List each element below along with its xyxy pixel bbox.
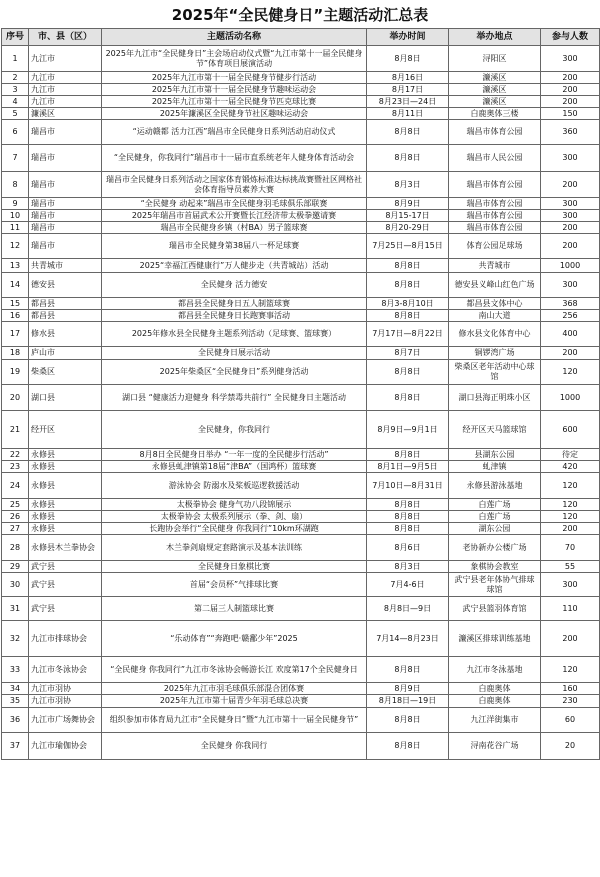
row-city: 九江市广场舞协会 <box>29 708 102 733</box>
table-row <box>2 523 600 535</box>
row-city: 濂溪区 <box>29 108 102 120</box>
table-row <box>2 72 600 84</box>
row-city: 瑞昌市 <box>29 145 102 172</box>
row-no: 29 <box>2 561 29 573</box>
row-activity-name: “全民健身 动起来”瑞昌市全民健身羽毛球俱乐部联赛 <box>102 198 367 210</box>
row-place: 濂溪区排球训练基地 <box>449 621 541 657</box>
row-activity-name: 2025年九江市第十一届全民健身节健步行活动 <box>102 72 367 84</box>
row-city: 九江市冬泳协会 <box>29 657 102 683</box>
table-row <box>2 222 600 234</box>
table-row <box>2 120 600 145</box>
row-place: 浔阳区 <box>449 46 541 72</box>
table-row <box>2 145 600 172</box>
row-place: 湖口县海正明珠小区 <box>449 385 541 411</box>
row-time: 8月9日 <box>367 683 449 695</box>
row-participants: 300 <box>541 210 600 222</box>
row-participants: 120 <box>541 511 600 523</box>
row-city: 九江市羽协 <box>29 695 102 708</box>
row-time: 8月6日 <box>367 535 449 561</box>
row-city: 永修县木兰拳协会 <box>29 535 102 561</box>
row-participants: 368 <box>541 298 600 310</box>
row-activity-name: 首届“会员杯”气排球比赛 <box>102 573 367 597</box>
row-city: 武宁县 <box>29 573 102 597</box>
table-row <box>2 273 600 298</box>
row-participants: 60 <box>541 708 600 733</box>
row-activity-name: 全民健身 活力德安 <box>102 273 367 298</box>
row-no: 3 <box>2 84 29 96</box>
row-time: 8月8日 <box>367 449 449 461</box>
table-row <box>2 708 600 733</box>
header-row <box>2 29 600 46</box>
row-time: 8月8日 <box>367 499 449 511</box>
row-place: 虬津镇 <box>449 461 541 473</box>
row-no: 7 <box>2 145 29 172</box>
row-time: 7月14—8月23日 <box>367 621 449 657</box>
row-participants: 55 <box>541 561 600 573</box>
row-city: 九江市 <box>29 46 102 72</box>
row-place: 濂溪区 <box>449 96 541 108</box>
row-participants: 70 <box>541 535 600 561</box>
row-city: 瑞昌市 <box>29 234 102 259</box>
row-activity-name: “运动赣都 活力江西”瑞昌市全民健身日系列活动启动仪式 <box>102 120 367 145</box>
row-activity-name: 木兰拳剑扇规定套路演示及基本法训练 <box>102 535 367 561</box>
header-city: 市、县（区） <box>29 29 102 46</box>
table-row <box>2 310 600 322</box>
row-activity-name: 2025年九江市“全民健身日”主会场启动仪式暨“九江市第十一届全民健身节”体育项目展演活动 <box>102 46 367 72</box>
row-participants: 1000 <box>541 259 600 273</box>
row-place: 九江洋街集市 <box>449 708 541 733</box>
row-activity-name: 2025年九江市第十一届全民健身节趣味运动会 <box>102 84 367 96</box>
row-no: 25 <box>2 499 29 511</box>
row-participants: 110 <box>541 597 600 621</box>
table-row <box>2 561 600 573</box>
row-place: 铜锣湾广场 <box>449 347 541 360</box>
row-no: 13 <box>2 259 29 273</box>
row-no: 30 <box>2 573 29 597</box>
table-row <box>2 657 600 683</box>
row-place: 瑞昌市体育公园 <box>449 222 541 234</box>
row-activity-name: “全民健身，你我同行”瑞昌市十一届市直系统老年人健身体育活动会 <box>102 145 367 172</box>
row-place: 瑞昌市人民公园 <box>449 145 541 172</box>
row-activity-name: 2025“幸福江西健康行”万人健步走（共青城站）活动 <box>102 259 367 273</box>
row-no: 28 <box>2 535 29 561</box>
row-no: 16 <box>2 310 29 322</box>
row-participants: 200 <box>541 84 600 96</box>
row-no: 19 <box>2 360 29 385</box>
row-activity-name: 8月8日全民健身日举办 “一年一度的全民健步行活动” <box>102 449 367 461</box>
row-place: 瑞昌市体育公园 <box>449 120 541 145</box>
row-time: 8月8日 <box>367 733 449 760</box>
header-no: 序号 <box>2 29 29 46</box>
row-time: 8月9日—9月1日 <box>367 411 449 449</box>
row-activity-name: 全民健身日展示活动 <box>102 347 367 360</box>
row-place: 共青城市 <box>449 259 541 273</box>
row-activity-name: 组织参加市体育局九江市“全民健身日”暨“九江市第十一届全民健身节” <box>102 708 367 733</box>
row-no: 9 <box>2 198 29 210</box>
row-place: 永修县游泳基地 <box>449 473 541 499</box>
row-time: 7月17日—8月22日 <box>367 322 449 347</box>
header-activity-name: 主题活动名称 <box>102 29 367 46</box>
row-city: 九江市 <box>29 72 102 84</box>
row-participants: 200 <box>541 96 600 108</box>
row-activity-name: 第二届三人制篮球比赛 <box>102 597 367 621</box>
row-place: 修水县文化体育中心 <box>449 322 541 347</box>
row-time: 8月17日 <box>367 84 449 96</box>
row-time: 8月8日 <box>367 273 449 298</box>
row-activity-name: 2025年柴桑区“全民健身日”系列健身活动 <box>102 360 367 385</box>
row-time: 8月8日 <box>367 145 449 172</box>
row-participants: 256 <box>541 310 600 322</box>
row-place: 瑞昌市体育公园 <box>449 172 541 198</box>
row-city: 九江市瑜伽协会 <box>29 733 102 760</box>
row-place: 濂溪区 <box>449 72 541 84</box>
row-place: 德安县义峰山红色广场 <box>449 273 541 298</box>
row-place: 柴桑区老年活动中心球馆 <box>449 360 541 385</box>
row-activity-name: 2025年九江市第十届青少年羽毛球总决赛 <box>102 695 367 708</box>
row-no: 22 <box>2 449 29 461</box>
row-participants: 200 <box>541 347 600 360</box>
row-city: 九江市 <box>29 84 102 96</box>
row-participants: 400 <box>541 322 600 347</box>
row-activity-name: 2025年濂溪区全民健身节社区趣味运动会 <box>102 108 367 120</box>
row-no: 11 <box>2 222 29 234</box>
row-participants: 300 <box>541 46 600 72</box>
row-participants: 230 <box>541 695 600 708</box>
row-activity-name: 2025年修水县全民健身主题系列活动（足球赛、篮球赛） <box>102 322 367 347</box>
table-row <box>2 322 600 347</box>
row-city: 修水县 <box>29 322 102 347</box>
row-participants: 420 <box>541 461 600 473</box>
table-row <box>2 695 600 708</box>
row-participants: 1000 <box>541 385 600 411</box>
row-time: 8月8日 <box>367 657 449 683</box>
row-no: 1 <box>2 46 29 72</box>
row-activity-name: “乐动体育”“奔跑吧·赣鄱少年”2025 <box>102 621 367 657</box>
row-activity-name: 瑞昌市全民健身日系列活动之国家体育锻炼标准达标挑战赛暨社区网格社会体育指导员素养大赛 <box>102 172 367 198</box>
row-activity-name: “全民健身 你我同行”九江市冬泳协会畅游长江 欢度第17个全民健身日 <box>102 657 367 683</box>
table-row <box>2 46 600 72</box>
table-row <box>2 108 600 120</box>
row-no: 17 <box>2 322 29 347</box>
row-city: 九江市 <box>29 96 102 108</box>
row-no: 24 <box>2 473 29 499</box>
row-place: 白鹿奥体三楼 <box>449 108 541 120</box>
row-time: 8月9日 <box>367 198 449 210</box>
row-time: 8月20-29日 <box>367 222 449 234</box>
row-place: 白莲广场 <box>449 499 541 511</box>
row-activity-name: 全民健身，你我同行 <box>102 411 367 449</box>
row-place: 体育公园足球场 <box>449 234 541 259</box>
row-time: 8月3日 <box>367 561 449 573</box>
row-place: 湖东公园 <box>449 523 541 535</box>
row-time: 8月3日 <box>367 172 449 198</box>
header-participants: 参与人数 <box>541 29 600 46</box>
table-title: 2025年“全民健身日”主题活动汇总表 <box>171 6 429 24</box>
row-no: 6 <box>2 120 29 145</box>
row-no: 12 <box>2 234 29 259</box>
row-time: 7月25日—8月15日 <box>367 234 449 259</box>
row-no: 23 <box>2 461 29 473</box>
row-activity-name: 太极拳协会 太极系列展示（拳、剑、扇） <box>102 511 367 523</box>
row-activity-name: 长跑协会举行“全民健身 你我同行”10km环湖跑 <box>102 523 367 535</box>
row-no: 10 <box>2 210 29 222</box>
row-city: 都昌县 <box>29 298 102 310</box>
row-time: 8月1日—9月5日 <box>367 461 449 473</box>
row-no: 14 <box>2 273 29 298</box>
table-row <box>2 573 600 597</box>
row-time: 8月8日 <box>367 46 449 72</box>
row-activity-name: 游泳协会 防溺水及桨板巡逻救援活动 <box>102 473 367 499</box>
row-no: 34 <box>2 683 29 695</box>
table-row <box>2 621 600 657</box>
row-participants: 120 <box>541 499 600 511</box>
row-place: 县湖东公园 <box>449 449 541 461</box>
header-time: 举办时间 <box>367 29 449 46</box>
row-no: 5 <box>2 108 29 120</box>
row-time: 8月23日—24日 <box>367 96 449 108</box>
row-time: 8月8日 <box>367 385 449 411</box>
row-time: 8月8日 <box>367 360 449 385</box>
row-activity-name: 永修县虬津镇第18届“津BA”（国鸿杯）篮球赛 <box>102 461 367 473</box>
table-row <box>2 210 600 222</box>
row-place: 瑞昌市体育公园 <box>449 198 541 210</box>
row-city: 瑞昌市 <box>29 120 102 145</box>
row-place: 白莲广场 <box>449 511 541 523</box>
row-no: 35 <box>2 695 29 708</box>
row-activity-name: 都昌县全民健身日五人制篮球赛 <box>102 298 367 310</box>
row-no: 33 <box>2 657 29 683</box>
table-row <box>2 473 600 499</box>
row-participants: 200 <box>541 172 600 198</box>
row-activity-name: 2025年瑞昌市首届武术公开赛暨长江经济带太极拳邀请赛 <box>102 210 367 222</box>
table-row <box>2 597 600 621</box>
row-place: 武宁县篮羽体育馆 <box>449 597 541 621</box>
row-participants: 待定 <box>541 449 600 461</box>
row-city: 柴桑区 <box>29 360 102 385</box>
row-time: 8月18日—19日 <box>367 695 449 708</box>
row-participants: 300 <box>541 198 600 210</box>
row-time: 8月15-17日 <box>367 210 449 222</box>
row-participants: 160 <box>541 683 600 695</box>
row-city: 永修县 <box>29 473 102 499</box>
row-participants: 360 <box>541 120 600 145</box>
table-row <box>2 461 600 473</box>
row-city: 九江市排球协会 <box>29 621 102 657</box>
table-row <box>2 499 600 511</box>
row-time: 7月4-6日 <box>367 573 449 597</box>
row-city: 九江市羽协 <box>29 683 102 695</box>
row-activity-name: 太极拳协会 健身气功八段锦展示 <box>102 499 367 511</box>
row-time: 8月8日 <box>367 310 449 322</box>
row-participants: 200 <box>541 621 600 657</box>
row-place: 白鹿奥体 <box>449 695 541 708</box>
row-activity-name: 全民健身 你我同行 <box>102 733 367 760</box>
row-no: 15 <box>2 298 29 310</box>
row-city: 永修县 <box>29 523 102 535</box>
row-no: 21 <box>2 411 29 449</box>
row-time: 8月3-8月10日 <box>367 298 449 310</box>
table-row <box>2 96 600 108</box>
row-participants: 150 <box>541 108 600 120</box>
row-time: 8月7日 <box>367 347 449 360</box>
header-place: 举办地点 <box>449 29 541 46</box>
row-place: 武宁县老年体协气排球球馆 <box>449 573 541 597</box>
row-place: 九江市冬泳基地 <box>449 657 541 683</box>
row-activity-name: 瑞昌市全民健身乡镇（村BA）男子篮球赛 <box>102 222 367 234</box>
row-city: 湖口县 <box>29 385 102 411</box>
row-time: 8月8日—9日 <box>367 597 449 621</box>
row-participants: 200 <box>541 72 600 84</box>
table-row <box>2 347 600 360</box>
row-activity-name: 都昌县全民健身日长跑赛事活动 <box>102 310 367 322</box>
row-no: 18 <box>2 347 29 360</box>
table-row <box>2 535 600 561</box>
row-activity-name: 2025年九江市第十一届全民健身节匹克球比赛 <box>102 96 367 108</box>
table-row <box>2 449 600 461</box>
table-row <box>2 683 600 695</box>
row-activity-name: 湖口县 “健康活力迎健身 科学禁毒共前行” 全民健身日主题活动 <box>102 385 367 411</box>
row-city: 瑞昌市 <box>29 198 102 210</box>
row-participants: 300 <box>541 145 600 172</box>
row-no: 8 <box>2 172 29 198</box>
row-no: 4 <box>2 96 29 108</box>
row-place: 瑞昌市体育公园 <box>449 210 541 222</box>
row-participants: 300 <box>541 273 600 298</box>
row-activity-name: 全民健身日象棋比赛 <box>102 561 367 573</box>
table-row <box>2 172 600 198</box>
row-time: 8月8日 <box>367 708 449 733</box>
row-city: 瑞昌市 <box>29 210 102 222</box>
row-city: 都昌县 <box>29 310 102 322</box>
row-time: 8月8日 <box>367 120 449 145</box>
row-city: 德安县 <box>29 273 102 298</box>
row-time: 8月8日 <box>367 523 449 535</box>
row-participants: 200 <box>541 222 600 234</box>
row-participants: 300 <box>541 573 600 597</box>
row-place: 白鹿奥体 <box>449 683 541 695</box>
row-participants: 120 <box>541 657 600 683</box>
row-no: 31 <box>2 597 29 621</box>
row-city: 永修县 <box>29 461 102 473</box>
row-city: 永修县 <box>29 511 102 523</box>
row-no: 20 <box>2 385 29 411</box>
row-place: 南山大道 <box>449 310 541 322</box>
row-no: 27 <box>2 523 29 535</box>
table-row <box>2 198 600 210</box>
row-place: 经开区天马篮球馆 <box>449 411 541 449</box>
row-no: 2 <box>2 72 29 84</box>
row-city: 庐山市 <box>29 347 102 360</box>
row-activity-name: 2025年九江市羽毛球俱乐部混合团体赛 <box>102 683 367 695</box>
row-place: 都昌县文体中心 <box>449 298 541 310</box>
table-row <box>2 84 600 96</box>
row-participants: 120 <box>541 360 600 385</box>
row-time: 8月8日 <box>367 259 449 273</box>
row-place: 濂溪区 <box>449 84 541 96</box>
row-city: 永修县 <box>29 449 102 461</box>
row-no: 36 <box>2 708 29 733</box>
row-time: 8月11日 <box>367 108 449 120</box>
row-place: 象棋协会教室 <box>449 561 541 573</box>
row-activity-name: 瑞昌市全民健身第38届八一杯足球赛 <box>102 234 367 259</box>
table-row <box>2 360 600 385</box>
table-row <box>2 234 600 259</box>
row-participants: 200 <box>541 234 600 259</box>
row-city: 武宁县 <box>29 597 102 621</box>
row-place: 老协新办公楼广场 <box>449 535 541 561</box>
row-time: 8月8日 <box>367 511 449 523</box>
row-participants: 200 <box>541 523 600 535</box>
row-time: 7月10日—8月31日 <box>367 473 449 499</box>
row-city: 武宁县 <box>29 561 102 573</box>
row-no: 37 <box>2 733 29 760</box>
row-participants: 20 <box>541 733 600 760</box>
row-no: 26 <box>2 511 29 523</box>
row-city: 共青城市 <box>29 259 102 273</box>
row-participants: 120 <box>541 473 600 499</box>
row-city: 永修县 <box>29 499 102 511</box>
row-city: 瑞昌市 <box>29 222 102 234</box>
row-time: 8月16日 <box>367 72 449 84</box>
row-city: 瑞昌市 <box>29 172 102 198</box>
table-row <box>2 733 600 760</box>
row-no: 32 <box>2 621 29 657</box>
table-row <box>2 411 600 449</box>
table-row <box>2 259 600 273</box>
table-row <box>2 298 600 310</box>
activity-summary-table <box>1 28 600 760</box>
row-city: 经开区 <box>29 411 102 449</box>
row-place: 浔南花谷广场 <box>449 733 541 760</box>
row-participants: 600 <box>541 411 600 449</box>
table-row <box>2 385 600 411</box>
table-row <box>2 511 600 523</box>
